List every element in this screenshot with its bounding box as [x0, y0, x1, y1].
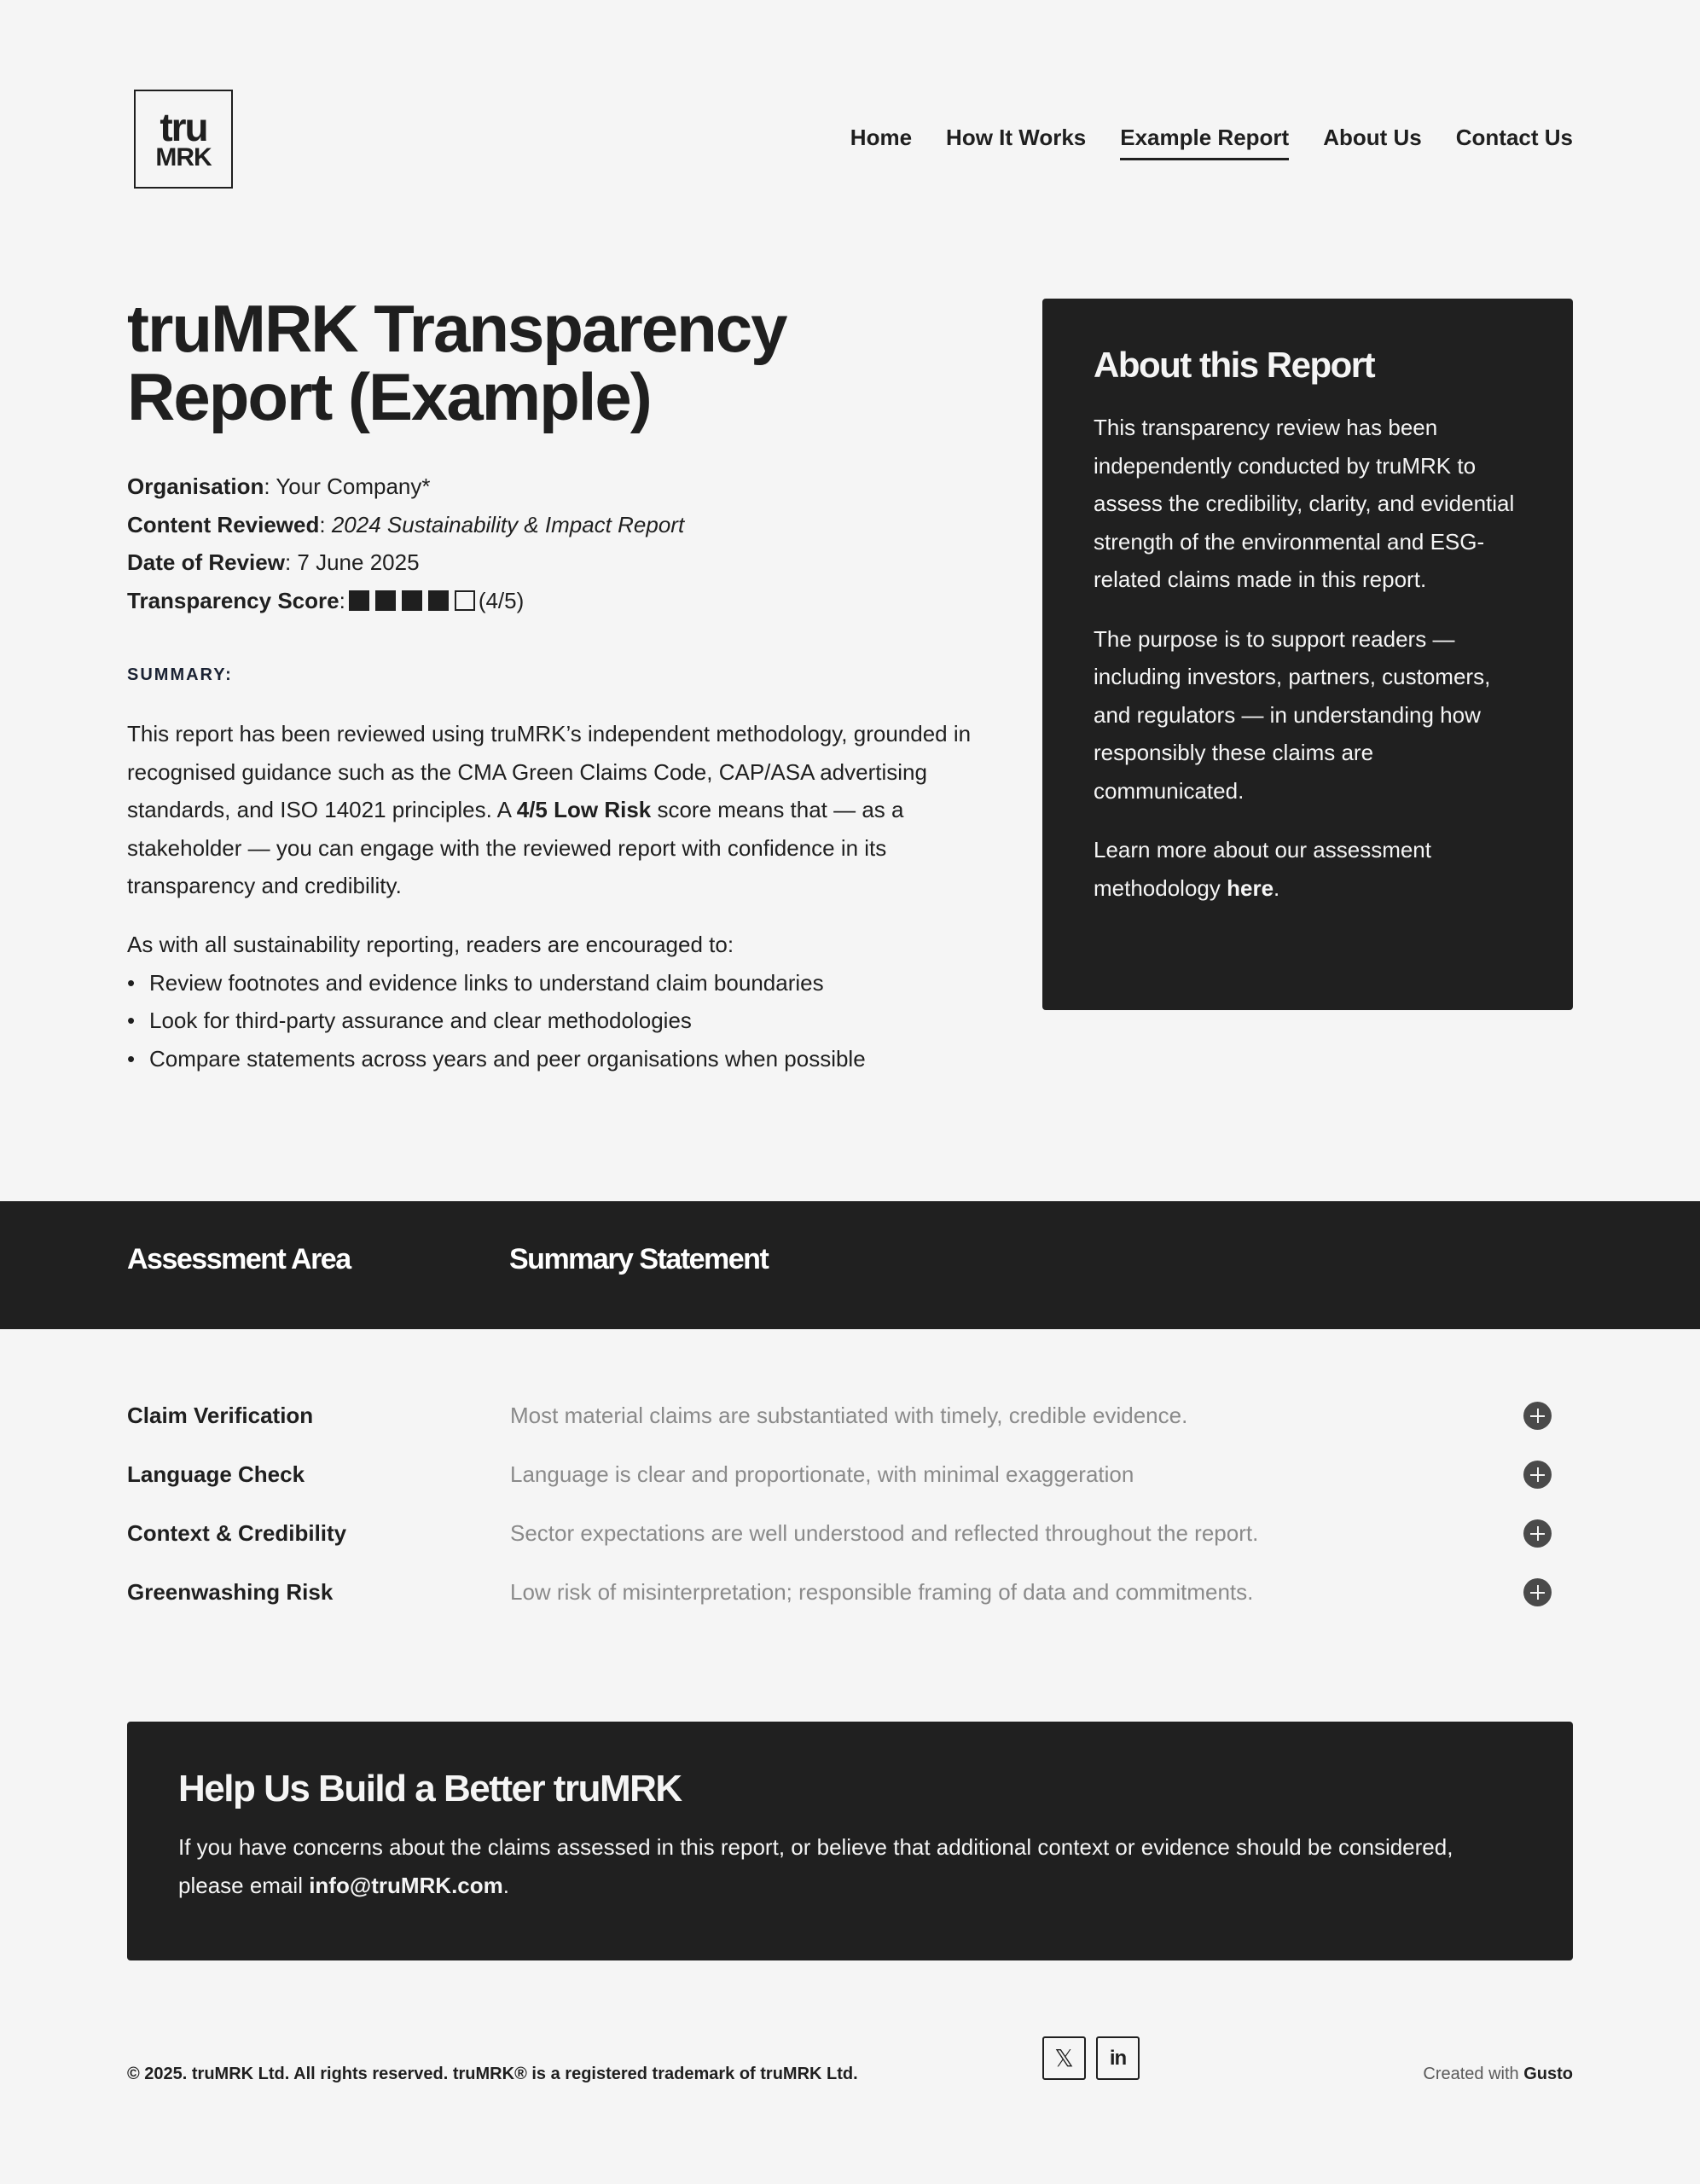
- about-paragraph-2: The purpose is to support readers — including investors, partners, customers, and regulators — in understanding how responsibly these claims are communicated.: [1094, 625, 1491, 804]
- expand-plus-icon[interactable]: [1523, 1578, 1552, 1606]
- summary-label: SUMMARY:: [127, 665, 233, 684]
- main-nav: [850, 125, 1573, 160]
- list-item: • Review footnotes and evidence links to understand claim boundaries: [127, 964, 972, 1002]
- linkedin-glyph: in: [1109, 2046, 1127, 2070]
- summary-text-part-2: score means that — as a stakeholder — you can engage with the reviewed report with confidence in its transparency and credibility.: [127, 797, 904, 898]
- trumrk-logo[interactable]: [134, 90, 233, 189]
- content-reviewed-value: 2024 Sustainability & Impact Report: [331, 511, 685, 537]
- assessment-header: [0, 1201, 1700, 1329]
- score-square-empty: [455, 590, 475, 611]
- list-item: • Look for third-party assurance and clear methodologies: [127, 1002, 972, 1040]
- score-square-filled: [402, 590, 422, 611]
- date-of-review-value: 7 June 2025: [297, 549, 420, 575]
- encourage-intro: As with all sustainability reporting, readers are encouraged to:: [127, 932, 734, 957]
- methodology-here-link[interactable]: here: [1227, 874, 1274, 901]
- date-of-review-label: Date of Review: [127, 549, 285, 575]
- report-meta: [127, 468, 684, 619]
- assessment-area: Claim Verification: [127, 1403, 314, 1428]
- contact-email-link[interactable]: info@truMRK.com: [309, 1872, 503, 1898]
- feedback-card: [127, 1722, 1573, 1960]
- about-paragraph-1: This transparency review has been independently conducted by truMRK to assess the credibility, clarity, and evidential strength of the environmental and ESG-related claims made in this report.: [1094, 415, 1515, 593]
- nav-how-it-works[interactable]: How It Works: [946, 125, 1087, 150]
- gusto-link[interactable]: Gusto: [1523, 2065, 1573, 2083]
- organisation-value: Your Company*: [276, 473, 431, 499]
- table-row: [0, 1504, 1700, 1563]
- meta-organisation: Organisation: Your Company*: [127, 473, 431, 499]
- logo-line-2: MRK: [155, 143, 212, 171]
- about-report-card: [1042, 299, 1573, 1010]
- page-title: [127, 291, 980, 434]
- score-square-filled: [375, 590, 396, 611]
- nav-example-report[interactable]: Example Report: [1120, 125, 1289, 160]
- summary-statement-heading: Summary Statement: [509, 1243, 769, 1275]
- assessment-area: Context & Credibility: [127, 1520, 347, 1546]
- feedback-period: .: [502, 1872, 509, 1898]
- summary-paragraph: [127, 715, 972, 905]
- x-glyph: 𝕏: [1054, 2044, 1074, 2072]
- feedback-title: Help Us Build a Better truMRK: [178, 1768, 682, 1809]
- summary-statement: Low risk of misinterpretation; responsible framing of data and commitments.: [510, 1579, 1254, 1605]
- transparency-score-label: Transparency Score: [127, 587, 339, 613]
- score-square-filled: [428, 590, 449, 611]
- table-row: [0, 1386, 1700, 1445]
- summary-statement: Most material claims are substantiated with timely, credible evidence.: [510, 1403, 1188, 1428]
- meta-content-reviewed: Content Reviewed: 2024 Sustainability & Impact Report: [127, 511, 685, 537]
- social-links: [1042, 2036, 1140, 2080]
- assessment-area: Language Check: [127, 1461, 305, 1487]
- content-reviewed-label: Content Reviewed: [127, 511, 320, 537]
- score-squares: [349, 590, 475, 611]
- encourage-block: [127, 926, 972, 1077]
- about-report-title: About this Report: [1094, 345, 1375, 385]
- logo-line-1: tru: [160, 105, 207, 149]
- about-paragraph-3: [1094, 831, 1522, 907]
- created-with-prefix: Created with: [1423, 2065, 1524, 2083]
- encourage-list: [127, 964, 972, 1078]
- score-square-filled: [349, 590, 369, 611]
- summary-text-part-1: This report has been reviewed using truMRK’s independent methodology, grounded in recognised guidance such as the CMA Green Claims Code, CAP/ASA advertising standards, and ISO 14021 principles. A: [127, 721, 972, 822]
- organisation-label: Organisation: [127, 473, 264, 499]
- list-item: • Compare statements across years and peer organisations when possible: [127, 1040, 972, 1078]
- nav-about-us[interactable]: About Us: [1323, 125, 1422, 150]
- page-title-line-2: Report (Example): [127, 359, 651, 434]
- page-title-line-1: truMRK Transparency: [127, 291, 786, 366]
- summary-statement: Sector expectations are well understood and reflected throughout the report.: [510, 1520, 1259, 1546]
- nav-home[interactable]: Home: [850, 125, 913, 150]
- expand-plus-icon[interactable]: [1523, 1402, 1552, 1430]
- created-with: [1423, 2065, 1573, 2084]
- nav-contact-us[interactable]: Contact Us: [1455, 125, 1573, 150]
- assessment-area: Greenwashing Risk: [127, 1579, 334, 1605]
- assessment-area-heading: Assessment Area: [127, 1243, 351, 1275]
- linkedin-icon[interactable]: [1096, 2036, 1140, 2080]
- meta-date-of-review: Date of Review: 7 June 2025: [127, 549, 420, 575]
- expand-plus-icon[interactable]: [1523, 1461, 1552, 1489]
- table-row: [0, 1445, 1700, 1504]
- summary-statement: Language is clear and proportionate, with minimal exaggeration: [510, 1461, 1134, 1487]
- feedback-text-body: If you have concerns about the claims assessed in this report, or believe that additional context or evidence should be considered, please email: [178, 1834, 1453, 1898]
- about-methodology-text: Learn more about our assessment methodology: [1094, 837, 1431, 901]
- expand-plus-icon[interactable]: [1523, 1519, 1552, 1548]
- meta-transparency-score: Transparency Score: (4/5): [127, 587, 525, 613]
- copyright-text: © 2025. truMRK Ltd. All rights reserved. truMRK® is a registered trademark of truMRK Ltd.: [127, 2065, 858, 2083]
- summary-score-emphasis: 4/5 Low Risk: [516, 797, 652, 822]
- feedback-text: [178, 1828, 1522, 1904]
- about-period: .: [1274, 874, 1280, 901]
- x-icon[interactable]: [1042, 2036, 1086, 2080]
- transparency-score-text: (4/5): [478, 587, 525, 613]
- table-row: [0, 1563, 1700, 1622]
